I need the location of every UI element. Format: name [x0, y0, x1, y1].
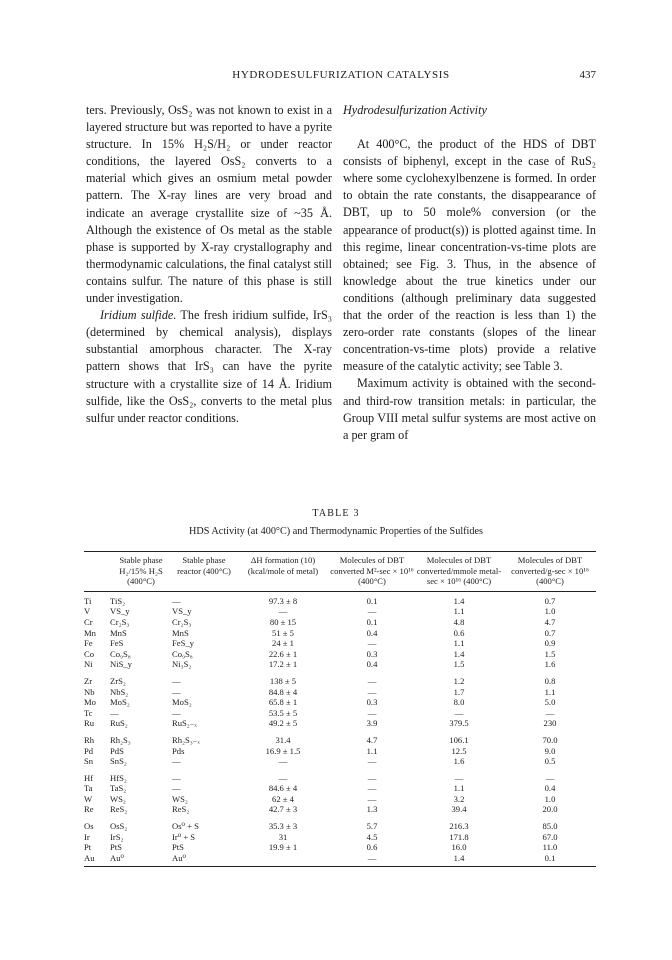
table-row: [84, 708, 596, 719]
cell-element: V: [84, 606, 91, 617]
left-paragraph-2: [86, 307, 332, 427]
table-row: [84, 804, 596, 815]
cell-dbt-per-m2: —: [367, 707, 377, 718]
cell-phase-reactor: —: [172, 707, 181, 718]
cell-element: Cr: [84, 616, 93, 627]
cell-dbt-per-m2: 1.1: [366, 745, 378, 756]
table-row: [84, 718, 596, 729]
cell-phase-h2s: FeS: [110, 638, 124, 649]
cell-phase-h2s: RuS₂: [110, 718, 128, 729]
page-header: [86, 69, 596, 85]
cell-dbt-per-g: 0.5: [544, 756, 556, 767]
table-row: [84, 606, 596, 617]
cell-phase-reactor: FeS_y: [172, 638, 194, 649]
cell-delta-h: 53.5 ± 5: [268, 707, 298, 718]
column-header-dbt-per-g: Molecules of DBT converted/g-sec × 10¹⁶ (400°C): [504, 552, 596, 592]
table-row: [84, 832, 596, 843]
cell-element: Pt: [84, 842, 92, 853]
cell-dbt-per-mmole: 3.2: [453, 793, 465, 804]
cell-element: Ti: [84, 595, 92, 606]
table-row: [84, 853, 596, 867]
cell-phase-reactor: —: [172, 595, 181, 606]
cell-element: Zr: [84, 675, 93, 686]
cell-delta-h: 16.9 ± 1.5: [265, 745, 301, 756]
cell-delta-h: 49.2 ± 5: [268, 718, 298, 729]
table-label: TABLE 3: [312, 508, 360, 519]
cell-delta-h: 31: [278, 831, 288, 842]
table-row: [84, 783, 596, 794]
table-row: [84, 767, 596, 784]
cell-dbt-per-mmole: 8.0: [453, 697, 465, 708]
cell-phase-h2s: Au⁰: [110, 853, 172, 867]
cell-dbt-per-m2: —: [367, 686, 377, 697]
cell-dbt-per-mmole: 1.4: [414, 853, 504, 867]
cell-dbt-per-mmole: 39.4: [451, 804, 467, 815]
cell-element: Tc: [84, 707, 93, 718]
cell-delta-h: 24 ± 1: [272, 638, 294, 649]
cell-dbt-per-g: 230: [543, 718, 557, 729]
cell-phase-h2s: TiS₂: [110, 595, 126, 606]
cell-dbt-per-g: 1.5: [544, 648, 556, 659]
cell-dbt-per-mmole: 1.5: [453, 659, 465, 670]
cell-dbt-per-mmole: —: [454, 772, 464, 783]
cell-phase-reactor: PtS: [172, 842, 184, 853]
cell-dbt-per-mmole: 12.5: [451, 745, 467, 756]
cell-dbt-per-mmole: 1.7: [453, 686, 465, 697]
cell-phase-reactor: Cr₂S₃: [172, 616, 192, 627]
cell-phase-h2s: VS_y: [110, 606, 130, 617]
cell-phase-h2s: ReS₂: [110, 804, 128, 815]
cell-dbt-per-g: —: [545, 707, 555, 718]
right-paragraph-1: At 400°C, the product of the HDS of DBT consists of biphenyl, except in the case of RuS₂ where some cyclohexylbenzene is formed. In order to obtain the rate constants, the disappearance of DBT, up to 50 mole% conversion (or the appearance of product(s)) is plotted against time. In this regime, linear concentration-vs-time plots are obtained; see Fig. 3. Thus, in the absence of knowledge about the true kinetics under our conditions (although preliminary data suggested that the order of the reaction is less than 1) the zero-order rate constants (slopes of the linear concentration-vs-time plots) provide a relative measure of the catalytic activity; see Table 3.: [343, 137, 596, 374]
cell-dbt-per-mmole: 1.2: [453, 675, 465, 686]
column-header-delta-h: ΔH formation (10) (kcal/mole of metal): [236, 552, 330, 592]
cell-dbt-per-g: 11.0: [542, 842, 558, 853]
table-row: [84, 659, 596, 670]
column-header-dbt-per-m2: Molecules of DBT converted M²-sec × 10¹⁶ (400°C): [330, 552, 414, 592]
column-header-element: [84, 552, 110, 592]
cell-dbt-per-g: 0.7: [544, 627, 556, 638]
cell-element: Re: [84, 804, 94, 815]
left-paragraph-1: ters. Previously, OsS₂ was not known to exist in a layered structure but was reported to have a pyrite structure. In 15% H₂S/H₂ or under reactor conditions, the layered OsS₂ converts to a material which gives an osmium metal powder pattern. The X-ray lines are very broad and indicate an average crystallite size of ~35 Å. Although the existence of Os metal as the stable phase is supported by X-ray crystallography and thermodynamic calculations, the final catalyst still contains sulfur. The nature of this phase is still under investigation.: [86, 103, 332, 306]
cell-dbt-per-mmole: 1.4: [453, 595, 465, 606]
cell-delta-h: —: [278, 756, 288, 767]
cell-phase-reactor: MoS₂: [172, 697, 192, 708]
section-title: Hydrodesulfurization Activity: [343, 103, 487, 117]
cell-phase-reactor: —: [172, 675, 181, 686]
cell-phase-h2s: Cr₂S₃: [110, 616, 130, 627]
cell-phase-reactor: RuS₂₋ₓ: [172, 718, 197, 729]
cell-dbt-per-g: —: [545, 772, 555, 783]
cell-dbt-per-mmole: 1.1: [453, 783, 465, 794]
page-number: 437: [579, 69, 596, 81]
cell-dbt-per-g: 5.0: [544, 697, 556, 708]
cell-phase-h2s: OsS₂: [110, 821, 128, 832]
cell-dbt-per-mmole: 1.6: [453, 756, 465, 767]
cell-dbt-per-g: 20.0: [542, 804, 558, 815]
cell-phase-h2s: MoS₂: [110, 697, 130, 708]
cell-delta-h: —: [278, 772, 288, 783]
cell-delta-h: 51 ± 5: [272, 627, 294, 638]
iridium-sulfide-lead: Iridium sulfide.: [100, 308, 177, 323]
left-paragraph-2-body: The fresh iridium sulfide, IrS₃ (determined by chemical analysis), displays substantial amorphous character. The X-ray pattern shows that IrS₃ can have the pyrite structure with a crystallite size of 14 Å. Iridium sulfide, like the OsS₂, converts to the metal plus sulfur under reactor conditions.: [86, 308, 333, 425]
cell-phase-reactor: —: [172, 686, 181, 697]
cell-dbt-per-g: 70.0: [542, 734, 558, 745]
right-column: [343, 102, 596, 444]
column-header-dbt-per-mmole: Molecules of DBT converted/mmole metal-sec × 10¹⁶ (400°C): [414, 552, 504, 592]
cell-phase-reactor: VS_y: [172, 606, 192, 617]
cell-element: Os: [84, 821, 94, 832]
cell-dbt-per-m2: 0.3: [366, 697, 378, 708]
table-row: [84, 670, 596, 687]
cell-delta-h: 97.3 ± 8: [268, 595, 298, 606]
cell-phase-reactor: —: [172, 772, 181, 783]
hds-activity-table: [84, 551, 596, 867]
table-row: [84, 649, 596, 660]
cell-element: Ta: [84, 783, 93, 794]
cell-element: Ir: [84, 831, 90, 842]
cell-delta-h: 65.8 ± 1: [268, 697, 298, 708]
table-row: [84, 729, 596, 746]
cell-phase-reactor: Ni₃S₂: [172, 659, 192, 670]
cell-delta-h: 35.3 ± 3: [268, 821, 298, 832]
cell-element: Co: [84, 648, 95, 659]
cell-dbt-per-m2: 0.4: [366, 627, 378, 638]
table-row: [84, 628, 596, 639]
table-row: [84, 815, 596, 832]
cell-phase-h2s: TaS₂: [110, 783, 127, 794]
table-body: [84, 591, 596, 867]
cell-delta-h: 42.7 ± 3: [268, 804, 298, 815]
cell-dbt-per-m2: 0.3: [366, 648, 378, 659]
cell-dbt-per-m2: 0.6: [366, 842, 378, 853]
cell-element: Hf: [84, 772, 94, 783]
table-row: [84, 756, 596, 767]
cell-dbt-per-g: 85.0: [542, 821, 558, 832]
cell-dbt-per-mmole: 0.6: [453, 627, 465, 638]
cell-element: W: [84, 793, 93, 804]
cell-dbt-per-m2: 0.1: [366, 616, 378, 627]
cell-element: Pd: [84, 745, 94, 756]
cell-delta-h: 62 ± 4: [272, 793, 294, 804]
cell-phase-h2s: NbS₂: [110, 686, 129, 697]
cell-element: Ni: [84, 659, 93, 670]
cell-delta-h: 17.2 ± 1: [268, 659, 298, 670]
cell-dbt-per-g: 1.6: [544, 659, 556, 670]
cell-dbt-per-mmole: 216.3: [449, 821, 469, 832]
cell-phase-h2s: IrS₂: [110, 831, 124, 842]
cell-dbt-per-mmole: 1.4: [453, 648, 465, 659]
cell-phase-h2s: HfS₂: [110, 772, 127, 783]
column-header-phase-reactor: Stable phase reactor (400°C): [172, 552, 236, 592]
cell-element: Mo: [84, 697, 96, 708]
cell-dbt-per-m2: —: [367, 675, 377, 686]
cell-phase-reactor: WS₂: [172, 793, 188, 804]
cell-phase-reactor: Rh₂S₃₋ₓ: [172, 734, 200, 745]
cell-delta-h: 80 ± 15: [269, 616, 297, 627]
cell-delta-h: [236, 853, 330, 867]
cell-phase-h2s: Co₉S₈: [110, 648, 131, 659]
cell-dbt-per-g: 0.4: [544, 783, 556, 794]
cell-dbt-per-g: 1.0: [544, 793, 556, 804]
cell-dbt-per-mmole: 379.5: [449, 718, 469, 729]
cell-phase-reactor: Au⁰: [172, 853, 236, 867]
cell-phase-reactor: Os⁰ + S: [172, 821, 199, 832]
cell-dbt-per-m2: —: [367, 606, 377, 617]
cell-dbt-per-mmole: 1.1: [453, 606, 465, 617]
cell-dbt-per-mmole: 106.1: [449, 734, 469, 745]
table-row: [84, 746, 596, 757]
cell-delta-h: 22.6 ± 1: [268, 648, 298, 659]
cell-phase-reactor: MnS: [172, 627, 189, 638]
cell-dbt-per-m2: 0.1: [366, 595, 378, 606]
cell-dbt-per-g: 4.7: [544, 616, 556, 627]
cell-dbt-per-g: 67.0: [542, 831, 558, 842]
cell-dbt-per-m2: —: [367, 756, 377, 767]
cell-delta-h: 19.9 ± 1: [268, 842, 298, 853]
cell-phase-h2s: ZrS₂: [110, 675, 126, 686]
cell-delta-h: 138 ± 5: [269, 675, 297, 686]
cell-delta-h: 84.8 ± 4: [268, 686, 298, 697]
cell-element: Au: [84, 853, 110, 867]
cell-dbt-per-g: 0.8: [544, 675, 556, 686]
table-row: [84, 697, 596, 708]
cell-element: Sn: [84, 756, 94, 767]
table-row: [84, 638, 596, 649]
cell-phase-h2s: WS₂: [110, 793, 126, 804]
table-header-row: [84, 552, 596, 592]
cell-dbt-per-mmole: 4.8: [453, 616, 465, 627]
cell-dbt-per-m2: 4.7: [366, 734, 378, 745]
table-row: [84, 617, 596, 628]
cell-dbt-per-mmole: 171.8: [449, 831, 469, 842]
table-caption: HDS Activity (at 400°C) and Thermodynamic Properties of the Sulfides: [189, 526, 483, 537]
cell-phase-reactor: Co₉S₈: [172, 648, 193, 659]
cell-dbt-per-g: 9.0: [544, 745, 556, 756]
cell-element: Mn: [84, 627, 96, 638]
cell-dbt-per-mmole: 16.0: [451, 842, 467, 853]
cell-element: Nb: [84, 686, 95, 697]
cell-delta-h: 84.6 ± 4: [268, 783, 298, 794]
cell-phase-reactor: Pds: [172, 745, 185, 756]
cell-dbt-per-m2: 0.4: [366, 659, 378, 670]
table-row: [84, 794, 596, 805]
cell-phase-reactor: —: [172, 756, 181, 767]
cell-dbt-per-m2: 5.7: [366, 821, 378, 832]
cell-phase-h2s: PtS: [110, 842, 122, 853]
cell-phase-h2s: NiS_y: [110, 659, 132, 670]
cell-dbt-per-g: 1.0: [544, 606, 556, 617]
cell-dbt-per-m2: 3.9: [366, 718, 378, 729]
table-row: [84, 591, 596, 606]
cell-dbt-per-g: 1.1: [544, 686, 556, 697]
cell-dbt-per-m2: —: [367, 638, 377, 649]
cell-element: Fe: [84, 638, 93, 649]
cell-phase-h2s: MnS: [110, 627, 127, 638]
right-paragraph-2: Maximum activity is obtained with the second- and third-row transition metals: in particular, the Group VIII metal sulfur systems are most active on a per gram of: [343, 376, 596, 442]
cell-element: Ru: [84, 718, 95, 729]
cell-phase-h2s: PdS: [110, 745, 124, 756]
table-row: [84, 687, 596, 698]
cell-element: Rh: [84, 734, 95, 745]
cell-phase-h2s: SnS₂: [110, 756, 127, 767]
cell-delta-h: 31.4: [275, 734, 291, 745]
cell-dbt-per-m2: 4.5: [366, 831, 378, 842]
cell-phase-reactor: ReS₂: [172, 804, 190, 815]
left-column: [86, 102, 332, 427]
cell-dbt-per-m2: 1.3: [366, 804, 378, 815]
column-header-phase-h2s: Stable phase H₂/15% H₂S (400°C): [110, 552, 172, 592]
cell-phase-h2s: —: [110, 707, 119, 718]
cell-dbt-per-mmole: —: [454, 707, 464, 718]
cell-phase-reactor: —: [172, 783, 181, 794]
cell-dbt-per-m2: —: [367, 783, 377, 794]
cell-dbt-per-mmole: 1.1: [453, 638, 465, 649]
cell-dbt-per-g: 0.1: [504, 853, 596, 867]
running-head: HYDRODESULFURIZATION CATALYSIS: [232, 69, 450, 81]
cell-dbt-per-g: 0.9: [544, 638, 556, 649]
cell-phase-reactor: Ir⁰ + S: [172, 831, 196, 842]
cell-dbt-per-m2: —: [367, 793, 377, 804]
cell-phase-h2s: Rh₂S₃: [110, 734, 131, 745]
cell-delta-h: —: [278, 606, 288, 617]
cell-dbt-per-m2: —: [330, 853, 414, 867]
cell-dbt-per-g: 0.7: [544, 595, 556, 606]
table-row: [84, 842, 596, 853]
cell-dbt-per-m2: —: [367, 772, 377, 783]
